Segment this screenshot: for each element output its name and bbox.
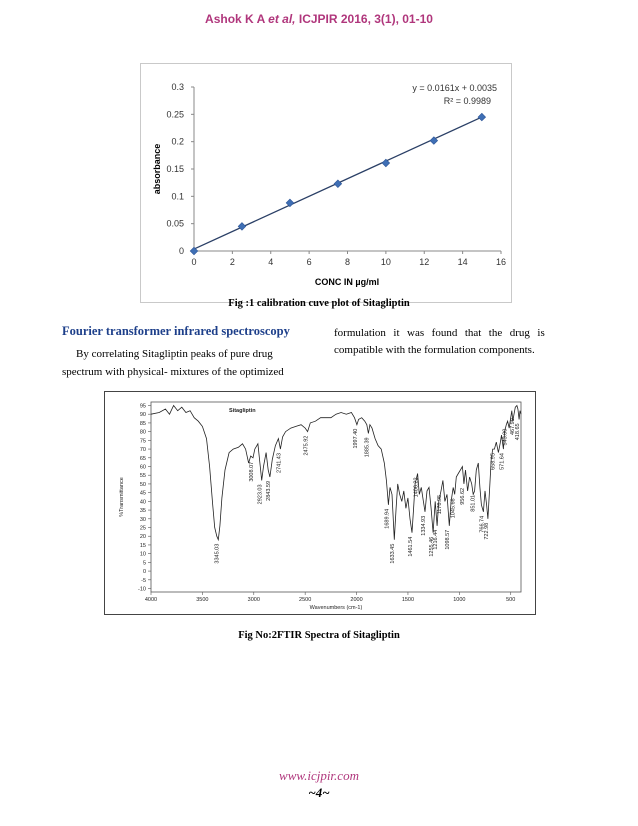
spectrum-peak-label: 1334.93 (420, 515, 427, 536)
spectrum-y-tick-label: 25 (139, 525, 146, 532)
spectrum-trace (151, 406, 521, 540)
spectrum-peak-label: 3345.03 (214, 543, 221, 564)
y-tick-label: 0 (178, 246, 184, 256)
spectrum-x-tick-label: 500 (506, 597, 516, 603)
spectrum-x-tick-label: 3500 (196, 597, 209, 603)
spectrum-x-tick-label: 3000 (247, 597, 260, 603)
spectrum-y-tick-label: 55 (139, 473, 146, 480)
header-etal: et al, (268, 12, 296, 26)
y-tick-label: 0.15 (166, 164, 184, 174)
spectrum-x-tick-label: 2000 (350, 597, 363, 603)
spectrum-x-tick-label: 2500 (299, 597, 312, 603)
spectrum-peak-label: 418.65 (515, 423, 522, 441)
spectrum-peak-label: 1045.66 (450, 498, 457, 519)
x-tick-label: 4 (268, 257, 274, 267)
ftir-spectrum (104, 391, 536, 615)
spectrum-peak-label: 467.99 (510, 418, 517, 436)
figure2-caption: Fig No:2FTIR Spectra of Sitagliptin (238, 630, 400, 641)
y-tick-label: 0.2 (171, 136, 184, 147)
spectrum-peak-label: 658.95 (490, 453, 497, 470)
spectrum-peak-label: 766.74 (479, 515, 486, 533)
x-axis-title: CONC IN µg/ml (314, 277, 380, 287)
section-right-line-2: compatible with the formulation components. (334, 344, 535, 356)
section-left-line-1: By correlating Sitagliptin peaks of pure drug (76, 348, 273, 360)
spectrum-y-tick-label: 35 (139, 508, 146, 515)
spectrum-peak-label: 1178.95 (436, 494, 443, 515)
data-point (478, 113, 486, 121)
spectrum-peak-label: 1461.54 (407, 536, 414, 557)
spectrum-peak-label: 956.62 (459, 487, 466, 505)
y-tick-label: 0.1 (171, 191, 184, 202)
section-left-line-2: spectrum with physical- mixtures of the optimized (62, 366, 284, 378)
spectrum-y-tick-label: 45 (139, 490, 146, 497)
spectrum-peak-label: 722.98 (483, 522, 490, 540)
y-tick-label: 0.25 (166, 109, 184, 120)
spectrum-sample-label: Sitagliptin (229, 408, 256, 414)
spectrum-y-tick-label: 40 (139, 499, 146, 506)
spectrum-y-axis-title: %Transmittance (119, 477, 125, 517)
x-tick-label: 12 (419, 257, 430, 267)
running-header (0, 12, 638, 26)
spectrum-y-tick-label: 95 (139, 403, 146, 410)
spectrum-x-tick-label: 4000 (144, 597, 158, 603)
spectrum-peak-label: 2843.59 (265, 480, 272, 501)
header-journal: ICJPIR 2016, 3(1), 01-10 (295, 12, 433, 26)
spectrum-y-tick-label: 75 (139, 438, 146, 445)
spectrum-peak-label: 571.64 (499, 453, 506, 470)
x-tick-label: 16 (495, 257, 507, 267)
spectrum-y-tick-label: 0 (142, 569, 146, 576)
data-point (286, 199, 294, 207)
trendline-equation: y = 0.0161x + 0.0035 (412, 83, 497, 93)
spectrum-y-tick-label: 30 (139, 516, 146, 523)
ftir-spectrum-svg (105, 392, 535, 614)
x-tick-label: 0 (191, 257, 197, 267)
data-point (238, 223, 246, 231)
spectrum-peak-label: 1255.46 (429, 536, 436, 557)
spectrum-y-tick-label: 65 (139, 455, 146, 462)
y-tick-label: 0.05 (166, 218, 184, 229)
spectrum-x-tick-label: 1000 (453, 597, 466, 603)
x-tick-label: 10 (380, 257, 391, 267)
spectrum-y-tick-label: 85 (139, 420, 146, 427)
spectrum-peak-label: 851.01 (470, 494, 477, 512)
x-tick-label: 8 (344, 257, 351, 267)
header-authors: Ashok K A (205, 12, 269, 26)
section-heading: Fourier transformer infrared spectroscopy (62, 324, 290, 338)
section-right-line-1: formulation it was found that the drug is (334, 327, 545, 339)
y-tick-label: 0.3 (171, 82, 184, 92)
x-tick-label: 14 (457, 257, 468, 267)
spectrum-peak-label: 1216.44 (433, 529, 440, 550)
r-squared-label: R² = 0.9989 (443, 96, 491, 106)
data-point (334, 180, 342, 188)
spectrum-peak-label: 543.00 (502, 428, 509, 446)
figure1-caption: Fig :1 calibration cuve plot of Sitagliptin (228, 298, 410, 309)
spectrum-y-tick-label: -5 (141, 577, 146, 584)
footer-page-number: ~4~ (308, 785, 330, 800)
x-tick-label: 2 (229, 257, 235, 267)
spectrum-peak-label: 1633.45 (390, 543, 397, 564)
spectrum-peak-label: 2475.92 (303, 435, 310, 456)
spectrum-y-tick-label: 60 (139, 464, 146, 471)
spectrum-peak-label: 1098.57 (445, 529, 452, 550)
calibration-chart (140, 63, 512, 303)
spectrum-peak-label: 1689.94 (384, 508, 391, 529)
spectrum-y-tick-label: 50 (139, 481, 146, 488)
spectrum-y-tick-label: 20 (139, 534, 146, 541)
spectrum-peak-label: 2741.43 (276, 453, 283, 473)
spectrum-y-tick-label: 70 (139, 447, 146, 454)
spectrum-y-tick-label: 15 (139, 542, 146, 549)
spectrum-y-tick-label: 80 (139, 429, 146, 436)
spectrum-peak-label: 1406.22 (413, 477, 420, 498)
y-axis-title: absorbance (152, 143, 162, 195)
spectrum-y-tick-label: 5 (142, 560, 146, 567)
spectrum-y-tick-label: 10 (139, 551, 146, 558)
spectrum-y-tick-label: 90 (139, 412, 146, 419)
x-tick-label: 6 (306, 257, 312, 267)
calibration-chart-svg (141, 64, 511, 302)
spectrum-peak-label: 3008.07 (248, 461, 255, 482)
spectrum-peak-label: 1997.40 (352, 428, 359, 449)
spectrum-x-axis-title: Wavenumbers (cm-1) (309, 605, 363, 611)
footer-url[interactable]: www.icjpir.com (279, 768, 359, 783)
spectrum-x-tick-label: 1500 (401, 597, 415, 603)
spectrum-peak-label: 2923.03 (257, 484, 264, 505)
spectrum-peak-label: 1885.39 (364, 437, 371, 458)
spectrum-y-tick-label: -10 (138, 586, 146, 593)
